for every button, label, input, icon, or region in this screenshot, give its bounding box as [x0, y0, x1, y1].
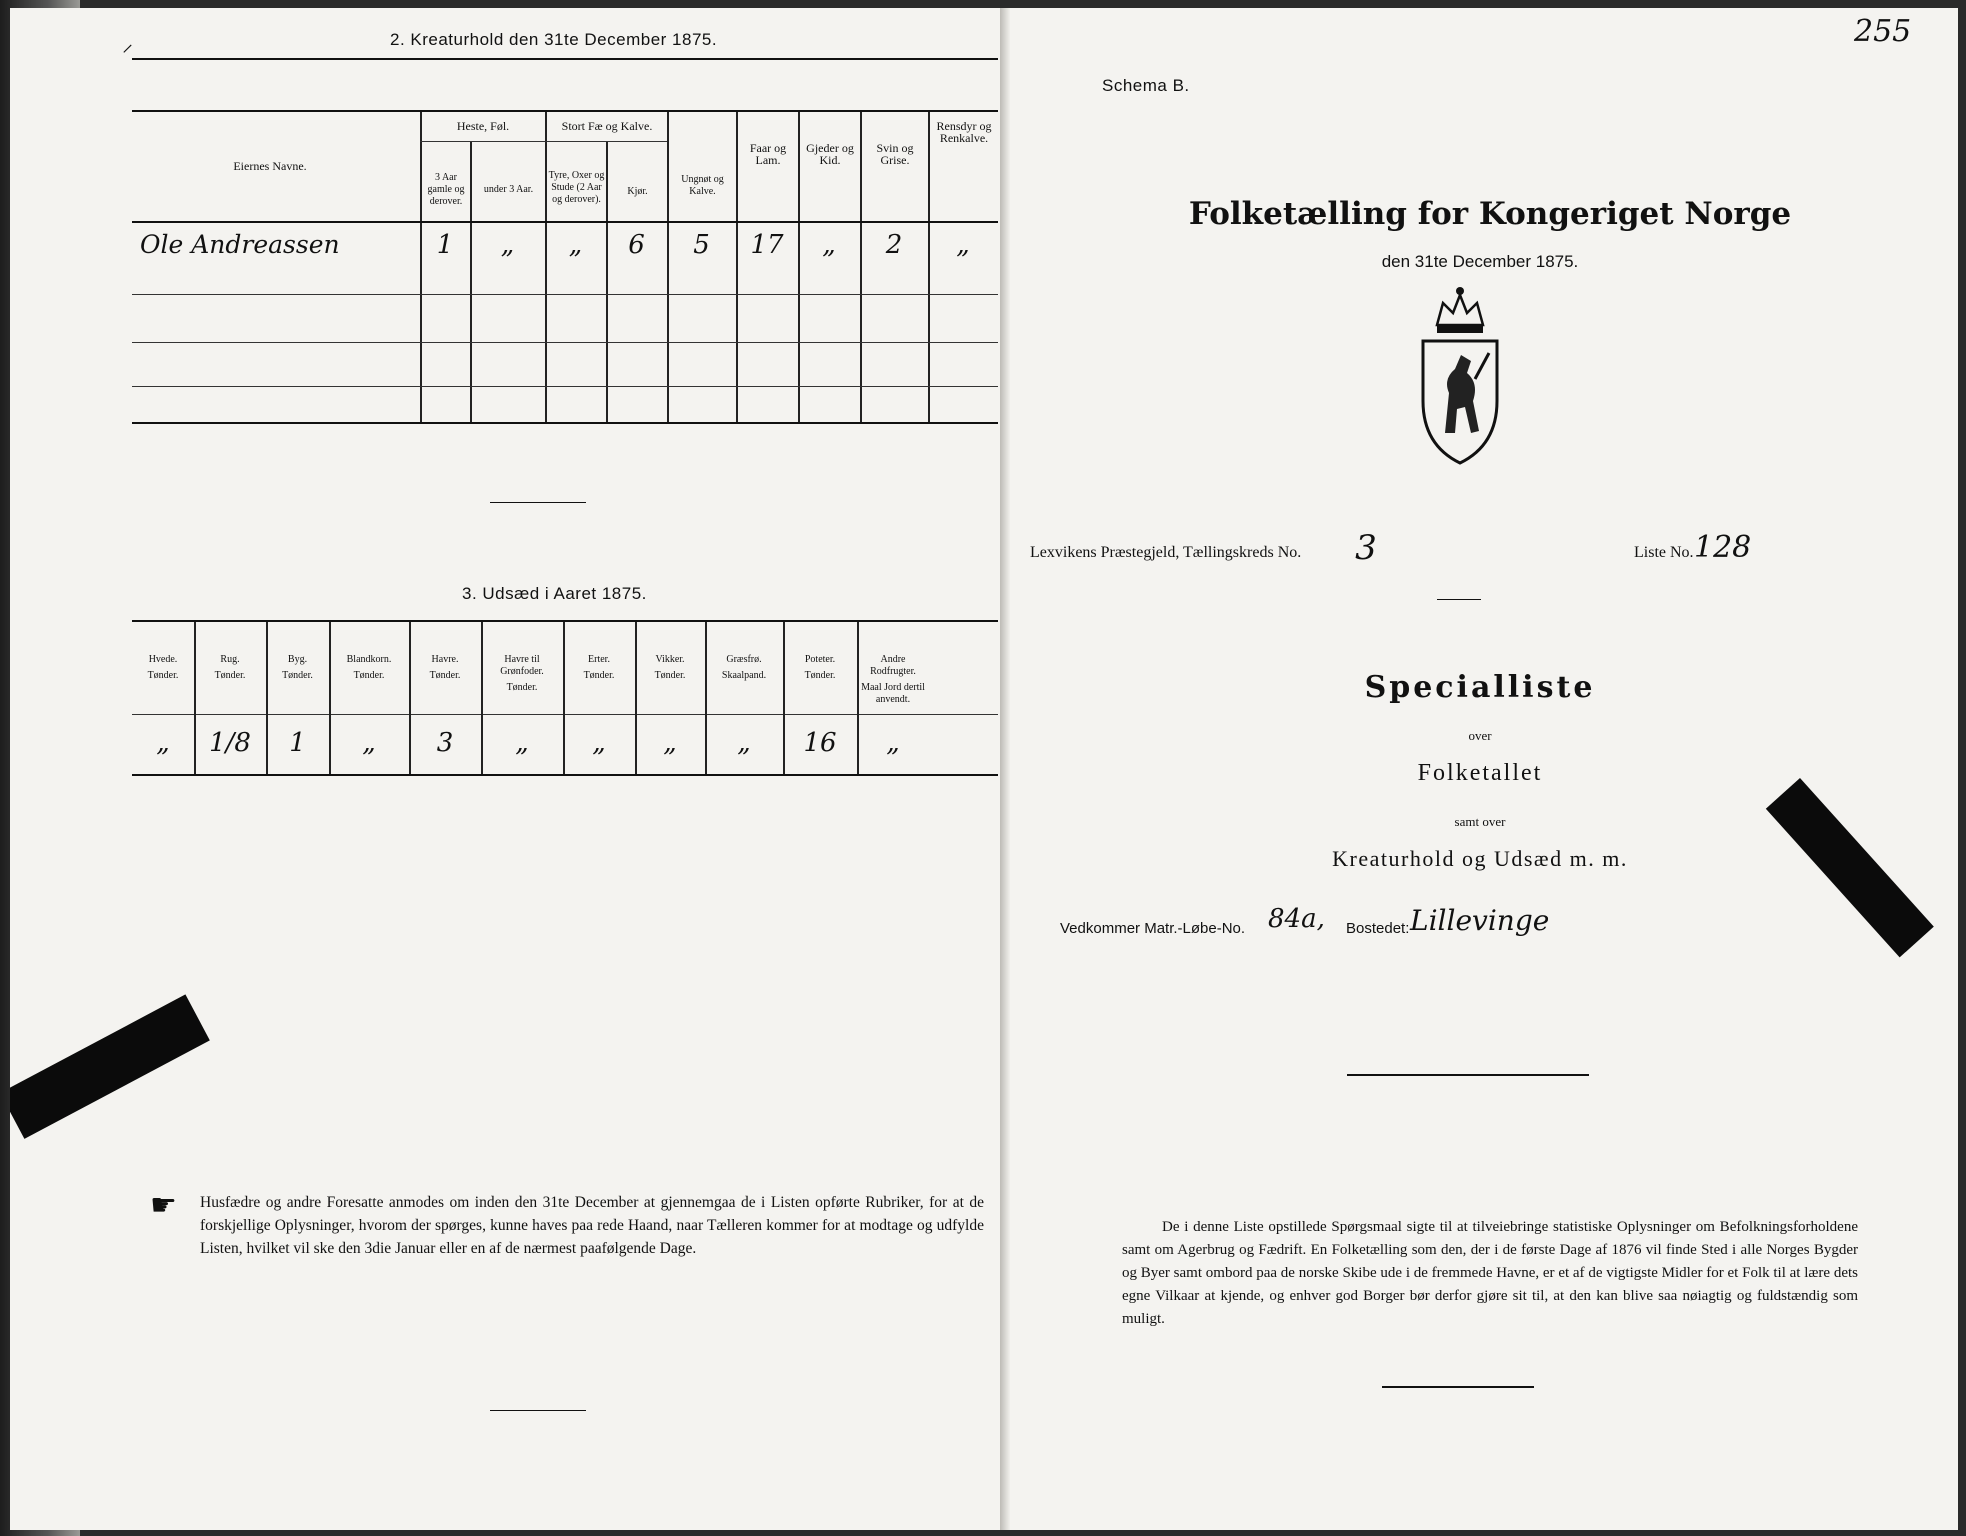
kjor-header: Kjør. — [627, 186, 648, 197]
seed-value: „ — [886, 728, 900, 758]
seed-header-name: Græsfrø. — [726, 654, 762, 665]
matr-number: 84a, — [1268, 904, 1325, 934]
liste-number: 128 — [1694, 530, 1752, 565]
matr-label: Vedkommer Matr.-Løbe-No. — [1060, 920, 1246, 937]
coat-of-arms-icon — [1415, 283, 1505, 468]
left-page — [10, 8, 1010, 1530]
samt-over-text: samt over — [1454, 814, 1506, 829]
bosted-value: Lillevinge — [1410, 904, 1550, 937]
liste-label: Liste No. — [1634, 544, 1694, 561]
seed-header-unit: Tønder. — [654, 670, 686, 681]
page-number: 255 — [1854, 14, 1912, 49]
seed-value: „ — [156, 728, 170, 758]
seed-value: 3 — [436, 728, 454, 758]
seed-column-header — [134, 654, 192, 682]
seed-value: „ — [592, 728, 606, 758]
seed-value: 16 — [803, 728, 837, 758]
heste-3-value: 1 — [436, 230, 454, 260]
over-text: over — [1468, 728, 1492, 743]
seed-value: „ — [362, 728, 376, 758]
divider — [490, 1410, 586, 1411]
owner-name: Ole Andreassen — [140, 230, 340, 259]
notice-paragraph: Husfædre og andre Foresatte anmodes om inden den 31te December at gjennemgaa de i Listen opførte Rubriker, for at de forskjellige Oplysninger, hvorom der spørges, kunne haves paa rede Haand, naar Tælleren kommer for at modtage og udfylde Listen, hvilket vil ske den 3die Januar eller en af de nærmest paafølgende Dage. — [200, 1194, 984, 1257]
seed-value: 1/8 — [209, 728, 251, 758]
seed-value: 1 — [289, 728, 306, 758]
owner-header: Eiernes Navne. — [233, 159, 307, 173]
divider — [1382, 1386, 1534, 1388]
seed-column-header — [196, 654, 264, 682]
tyre-value: „ — [568, 230, 583, 260]
divider — [1347, 1074, 1589, 1076]
seed-header-name: Blandkorn. — [346, 654, 392, 665]
heste-3-header: 3 Aar gamle og derover. — [427, 172, 465, 207]
seed-value: „ — [515, 728, 529, 758]
seed-column-header — [331, 654, 407, 682]
seed-header-unit: Tønder. — [353, 670, 385, 681]
corner-mark: ⸝ — [122, 31, 134, 56]
seed-column-header — [565, 654, 633, 682]
kreaturhold-text: Kreaturhold og Udsæd m. m. — [1332, 846, 1628, 871]
tyre-header: Tyre, Oxer og Stude (2 Aar og derover). — [548, 170, 605, 205]
seed-header-unit: Tønder. — [804, 670, 836, 681]
seed-header-unit: Tønder. — [583, 670, 615, 681]
heste-group-header: Heste, Føl. — [456, 119, 510, 133]
seed-header-unit: Tønder. — [506, 682, 538, 693]
main-date: den 31te December 1875. — [1381, 252, 1579, 271]
seed-header-name: Havre. — [431, 654, 459, 665]
rensdyr-header: Rensdyr og Renkalve. — [936, 119, 992, 145]
seed-header-unit: Tønder. — [429, 670, 461, 681]
divider — [490, 502, 586, 503]
heste-u3-value: „ — [500, 230, 515, 260]
faar-header: Faar og Lam. — [749, 141, 787, 167]
divider — [1437, 599, 1481, 600]
schema-label: Schema B. — [1102, 76, 1190, 95]
seed-header-unit: Tønder. — [147, 670, 179, 681]
kreds-number: 3 — [1355, 528, 1377, 568]
info-paragraph: De i denne Liste opstillede Spørgsmaal sigte til at tilveiebringe statistiske Oplysninger om Befolkningsforholdene samt om Agerbrug og Fædrift. En Folketælling som den, der i de første Dage af 1876 vil finde Sted i alle Norges Bygder og Byer samt ombord paa de norske Skibe ude i de fremmede Havne, er et af de vigtigste Midler for et Folk til at lære dets egne Vilkaar at kjende, og enhver god Borger bør derfor gjøre sit til, at den kan blive saa nøiagtig og fuldstændig som muligt. — [1122, 1219, 1858, 1327]
svin-value: 2 — [885, 230, 903, 260]
seed-header-name: Rug. — [220, 654, 240, 665]
seed-column-header — [483, 654, 561, 694]
seed-column-header — [411, 654, 479, 682]
seed-column-header — [268, 654, 327, 682]
seed-header-unit: Tønder. — [282, 670, 313, 681]
ungnot-header: Ungnøt og Kalve. — [681, 174, 724, 197]
gjeder-value: „ — [822, 230, 836, 260]
ungnot-value: 5 — [693, 230, 710, 260]
gjeder-header: Gjeder og Kid. — [806, 141, 854, 167]
faar-value: 17 — [750, 230, 784, 260]
heste-u3-header: under 3 Aar. — [483, 184, 534, 195]
bosted-label: Bostedet: — [1346, 920, 1410, 937]
kjor-value: 6 — [628, 230, 645, 260]
seed-column-header — [637, 654, 703, 682]
svin-header: Svin og Grise. — [876, 141, 914, 167]
right-page — [1010, 8, 1958, 1530]
seed-header-name: Vikker. — [655, 654, 685, 665]
seed-header-unit: Skaalpand. — [721, 670, 767, 681]
rensdyr-value: „ — [956, 230, 970, 260]
main-title: Folketælling for Kongeriget Norge — [1188, 196, 1792, 232]
specialliste-title: Specialliste — [1364, 670, 1596, 705]
seed-column-header — [859, 654, 927, 706]
stort-group-header: Stort Fæ og Kalve. — [561, 119, 653, 133]
seed-header-name: Erter. — [588, 654, 610, 665]
seed-column-header — [707, 654, 781, 682]
seed-value: „ — [737, 728, 751, 758]
seed-header-unit: Tønder. — [214, 670, 246, 681]
rule — [132, 58, 998, 60]
bookmark-strip — [10, 994, 210, 1139]
folketallet-text: Folketallet — [1417, 760, 1543, 786]
livestock-section-title: 2. Kreaturhold den 31te December 1875. — [390, 30, 718, 49]
seed-column-header — [785, 654, 855, 682]
prestegjeld-label: Lexvikens Præstegjeld, Tællingskreds No. — [1030, 544, 1302, 561]
pointing-hand-icon: ☛ — [150, 1189, 177, 1222]
seed-header-name: Andre Rodfrugter. — [870, 654, 916, 677]
seed-header-name: Byg. — [287, 654, 308, 665]
seed-header-name: Poteter. — [804, 654, 836, 665]
seed-header-unit: Maal Jord dertil anvendt. — [861, 682, 925, 705]
seed-value: „ — [663, 728, 677, 758]
seed-section-title: 3. Udsæd i Aaret 1875. — [462, 584, 647, 603]
seed-header-name: Hvede. — [148, 654, 178, 665]
seed-header-name: Havre til Grønfoder. — [500, 654, 544, 677]
